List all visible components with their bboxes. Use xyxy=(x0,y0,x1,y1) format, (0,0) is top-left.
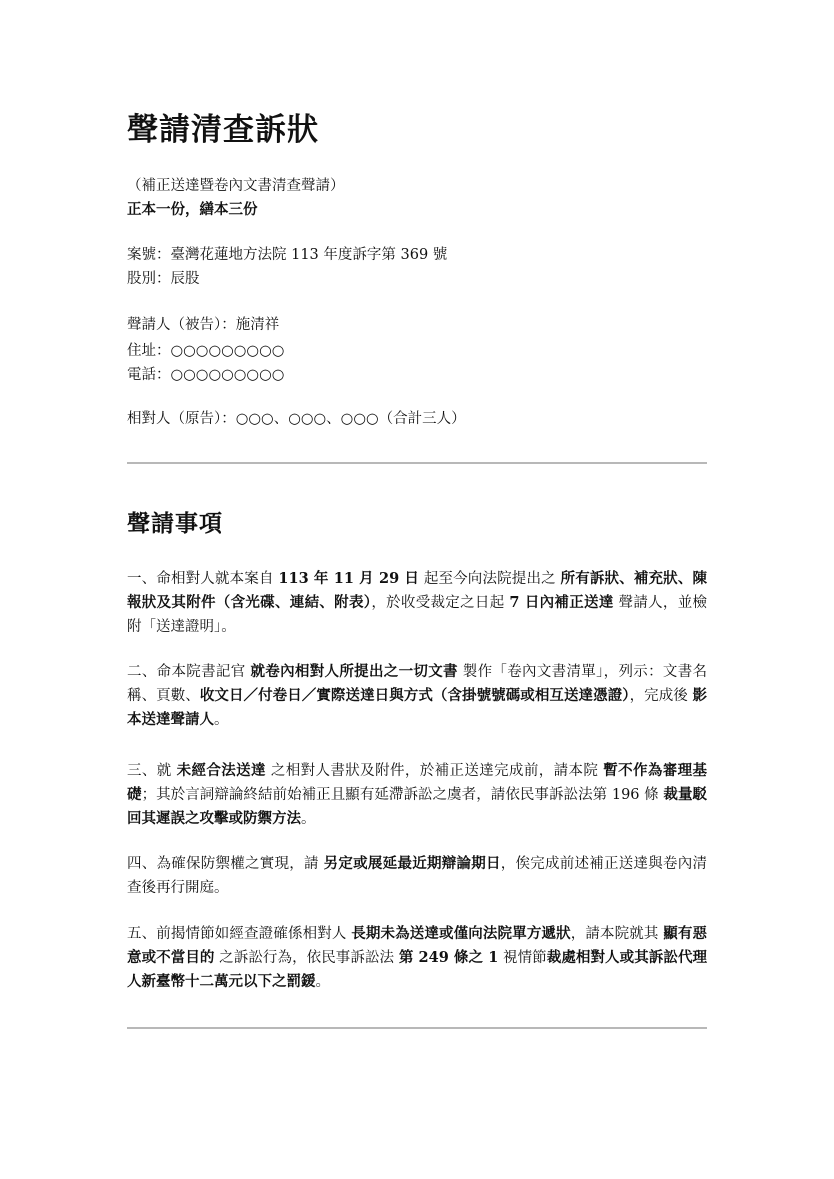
body-text: 四、為確保防禦權之實現，請 xyxy=(127,856,324,872)
emphasis-text: 影本送達聲請人 xyxy=(127,687,708,728)
body-text: ，於收受裁定之日起 xyxy=(371,595,510,611)
emphasis-text: 顯有惡意或不當目的 xyxy=(127,925,708,966)
document-subtitle: （補正送達暨卷內文書清查聲請） xyxy=(127,178,345,194)
applicant-name: 聲請人（被告）：施清祥 xyxy=(127,317,280,333)
body-text: ，完成後 xyxy=(629,688,693,704)
emphasis-text: 暫不作為審理基礎 xyxy=(127,762,708,803)
body-text: 一、命相對人就本案自 xyxy=(127,571,279,587)
body-text: 之訴訟行為，依民事訴訟法 xyxy=(214,950,399,966)
emphasis-text: 另定或展延最近期辯論期日 xyxy=(323,855,501,872)
emphasis-text: 裁處相對人或其訴訟代理人新臺幣十二萬元以下之罰鍰 xyxy=(127,949,708,990)
counterparty: 相對人（原告）：○○○、○○○、○○○（合計三人） xyxy=(127,411,466,427)
request-item-5 xyxy=(127,922,707,994)
body-text: 聲請人，並檢附「送達證明」。 xyxy=(127,595,708,635)
emphasis-text: 收文日／付卷日／實際送達日與方式（含掛號號碼或相互送達憑證） xyxy=(199,687,630,704)
body-text: 。 xyxy=(315,974,330,990)
body-text: 二、命本院書記官 xyxy=(127,664,251,680)
section-divider-bottom xyxy=(127,1027,707,1029)
emphasis-text: 裁量駁回其遲誤之攻擊或防禦方法 xyxy=(127,786,708,827)
emphasis-text: 113 年 11 月 29 日 xyxy=(278,570,420,587)
document-title: 聲請清查訴狀 xyxy=(127,112,319,148)
body-text: ；其於言詞辯論終結前始補正且顯有延滯訴訟之虞者，請依民事訴訟法第 196 條 xyxy=(141,787,664,803)
applicant-phone: 電話：○○○○○○○○○ xyxy=(127,367,285,383)
request-item-1 xyxy=(127,567,707,639)
request-item-2 xyxy=(127,660,707,732)
emphasis-text: 長期未為送達或僅向法院單方遞狀 xyxy=(351,925,571,942)
emphasis-text: 就卷內相對人所提出之一切文書 xyxy=(250,663,458,680)
emphasis-text: 所有訴狀、補充狀、陳報狀及其附件（含光碟、連結、附表） xyxy=(127,570,707,611)
emphasis-text: 7 日內補正送達 xyxy=(509,594,614,611)
section-heading: 聲請事項 xyxy=(127,510,223,537)
copies-note: 正本一份，繕本三份 xyxy=(127,201,258,218)
body-text: 三、就 xyxy=(127,763,177,779)
case-number: 案號：臺灣花蓮地方法院 113 年度訴字第 369 號 xyxy=(127,247,448,263)
body-text: 製作「卷內文書清單」，列示：文書名稱、頁數、 xyxy=(127,664,708,704)
body-text: 起至今向法院提出之 xyxy=(419,571,561,587)
section-divider-top xyxy=(127,462,707,464)
case-division: 股別：辰股 xyxy=(127,271,200,287)
request-item-3 xyxy=(127,759,707,831)
request-item-4 xyxy=(127,852,707,900)
emphasis-text: 第 249 條之 1 xyxy=(398,949,499,966)
body-text: 視情節 xyxy=(498,950,547,966)
body-text: 之相對人書狀及附件，於補正送達完成前，請本院 xyxy=(265,763,604,779)
body-text: 。 xyxy=(301,811,316,827)
body-text: ，俟完成前述補正送達與卷內清查後再行開庭。 xyxy=(127,856,708,896)
body-text: 。 xyxy=(214,712,229,728)
applicant-address: 住址：○○○○○○○○○ xyxy=(127,343,285,359)
body-text: ，請本院就其 xyxy=(570,926,664,942)
emphasis-text: 未經合法送達 xyxy=(176,762,266,779)
body-text: 五、前揭情節如經查證確係相對人 xyxy=(127,926,352,942)
